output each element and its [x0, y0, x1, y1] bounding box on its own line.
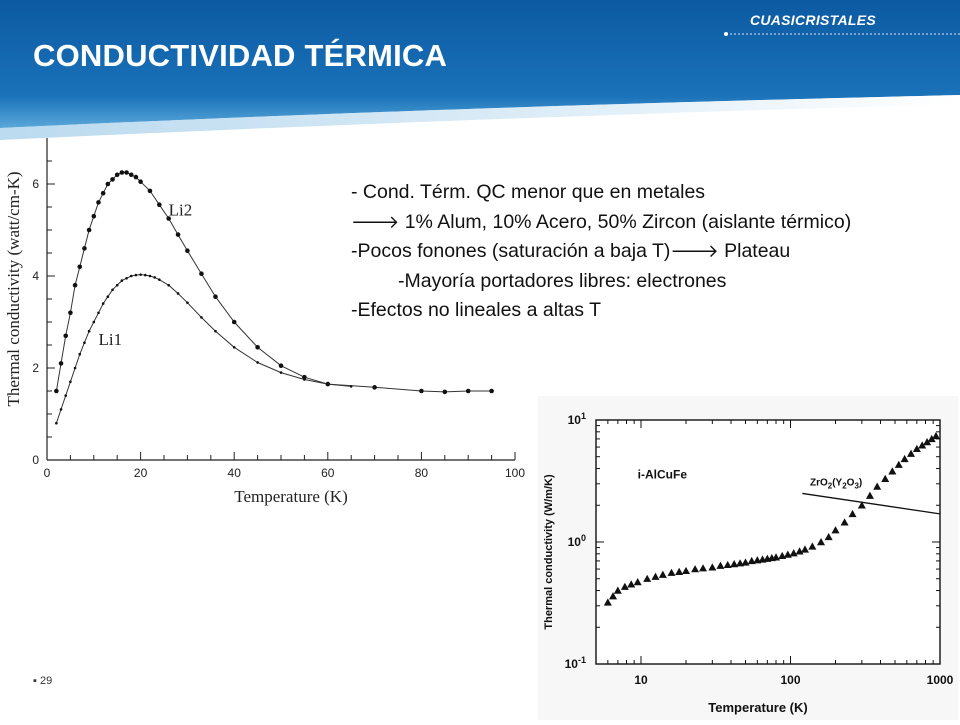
y-tick-label: 4 [32, 269, 39, 283]
x-tick-label: 40 [227, 466, 241, 480]
series-label: Li1 [98, 330, 123, 349]
y-tick-label: $10^0$ [567, 533, 586, 549]
y-tick-label: 6 [32, 177, 39, 191]
data-point [176, 232, 181, 237]
data-point [303, 378, 306, 381]
bullet-text: -Mayoría portadores libres: electrones [398, 269, 727, 292]
data-point [111, 289, 114, 292]
bullet-text: 1% Alum, 10% Acero, 50% Zircon (aislante térmico) [399, 210, 852, 233]
data-point [144, 274, 147, 277]
data-point [158, 278, 161, 281]
slide-number-value: 29 [39, 675, 53, 687]
slide-number: ▪ 29 [33, 675, 53, 687]
x-tick-label: 20 [133, 466, 148, 480]
annotation-label: i-AlCuFe [637, 467, 688, 482]
data-point [233, 346, 236, 349]
data-point [54, 389, 59, 394]
data-point [185, 248, 190, 253]
bullet-line-4 [351, 267, 951, 297]
data-point [92, 214, 97, 219]
bullet-list [351, 178, 951, 326]
bullet-text: - Cond. Térm. QC menor que en metales [351, 181, 706, 203]
data-point [256, 361, 259, 364]
y-tick-label: 0 [32, 453, 39, 467]
arrow-right-icon: 🡒 [670, 241, 719, 263]
data-point [466, 389, 471, 394]
data-point [372, 385, 377, 390]
data-point [106, 182, 111, 187]
x-axis-label: Temperature (K) [234, 487, 348, 506]
data-point [73, 283, 78, 288]
x-tick-label: 1000 [926, 673, 954, 687]
x-tick-label: 80 [414, 466, 429, 480]
data-point [115, 173, 120, 178]
data-point [88, 330, 91, 333]
x-tick-label: 100 [780, 673, 801, 687]
y-tick-label: $10^1$ [567, 411, 586, 427]
data-point [121, 279, 124, 282]
data-point [157, 202, 162, 207]
bullet-line-3 [351, 237, 951, 267]
data-point [129, 173, 134, 178]
data-point [489, 389, 494, 394]
data-point [101, 191, 106, 196]
data-point [102, 302, 105, 305]
x-axis-label: Temperature (K) [708, 700, 808, 715]
data-point [60, 408, 63, 411]
data-point [148, 189, 153, 194]
data-point [59, 361, 64, 366]
data-point [96, 200, 101, 205]
data-point [83, 341, 86, 344]
data-point [134, 175, 139, 180]
data-point [280, 371, 283, 374]
data-point [87, 228, 92, 233]
data-point [64, 394, 67, 397]
data-point [82, 246, 87, 251]
data-point [153, 276, 156, 279]
data-point [350, 385, 353, 388]
arrow-right-icon: 🡒 [351, 211, 400, 233]
bullet-text: -Pocos fonones (saturación a baja T) [351, 240, 671, 263]
annotation-label: $ZrO_2(Y_2O_3)$ [809, 477, 863, 491]
plot-frame [596, 420, 940, 664]
data-point [139, 273, 142, 276]
chart-right-svg [538, 396, 958, 720]
data-point [74, 367, 77, 370]
data-point [63, 334, 68, 339]
data-point [77, 265, 82, 270]
data-point [443, 390, 448, 395]
data-point [232, 320, 237, 325]
data-point [120, 170, 125, 175]
chart-thermal-conductivity-alcufe [538, 396, 958, 725]
y-tick-label: 2 [32, 361, 39, 375]
data-point [255, 345, 260, 350]
data-point [214, 330, 217, 333]
data-point [419, 389, 424, 394]
data-point [138, 179, 143, 184]
data-point [186, 301, 189, 304]
data-point [97, 312, 100, 315]
data-point [93, 321, 96, 324]
data-point [69, 381, 72, 384]
data-point [78, 353, 81, 356]
data-point [135, 274, 138, 277]
bullet-text-after: Plateau [718, 240, 791, 263]
data-point [125, 277, 128, 280]
x-tick-label: 10 [634, 673, 648, 687]
y-tick-label: $10^{-1}$ [564, 655, 586, 671]
data-point [279, 363, 284, 368]
x-tick-label: 0 [43, 466, 51, 480]
x-tick-label: 100 [504, 466, 526, 480]
data-point [110, 177, 115, 182]
slide-title: CONDUCTIVIDAD TÉRMICA [33, 38, 448, 73]
bullet-text: -Efectos no lineales a altas T [351, 299, 602, 322]
data-point [177, 292, 180, 295]
data-point [167, 284, 170, 287]
data-point [116, 284, 119, 287]
data-point [200, 316, 203, 319]
data-point [149, 275, 152, 278]
data-point [199, 271, 204, 276]
data-point [55, 422, 58, 425]
series-label: Li2 [168, 200, 193, 220]
bullet-line-5 [351, 296, 951, 326]
data-point [130, 275, 133, 278]
data-point [107, 295, 110, 298]
data-point [68, 311, 73, 316]
bullet-line-1 [351, 178, 951, 208]
data-point [327, 383, 330, 386]
x-tick-label: 60 [321, 466, 335, 480]
data-point [213, 294, 218, 299]
bullet-line-2 [351, 208, 951, 238]
data-point [124, 170, 129, 175]
y-axis-label: Thermal conductivity (watt/cm-K) [4, 171, 23, 407]
section-label: CUASICRISTALES [749, 12, 876, 28]
y-axis-label: Thermal conductivity (W/m/K) [543, 474, 555, 630]
